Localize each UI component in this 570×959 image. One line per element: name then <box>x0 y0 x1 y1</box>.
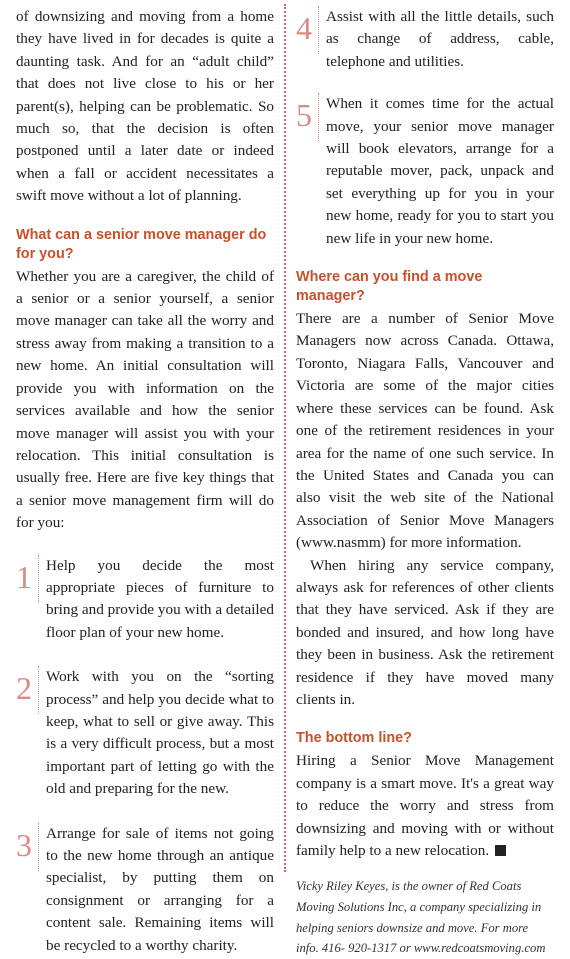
item-numeral: 1 <box>16 558 32 595</box>
end-mark-icon <box>495 845 506 856</box>
numeral-arc <box>318 93 327 141</box>
item-text: Work with you on the “sorting process” and help you decide what to keep, what to sell or give away. This is a very difficult process, but a most important part of letting go with the old and preparing for the new. <box>46 668 274 798</box>
section-heading: The bottom line? <box>296 730 412 747</box>
body-paragraph: When hiring any service company, always ask for references of other clients that they have serviced. Ask if they are bonded and insured, and how long have they been in business. Ask the retirement residence if they have moved many clients in. <box>296 556 554 708</box>
numeral-arc <box>38 823 47 871</box>
numbered-item <box>16 666 274 800</box>
left-column <box>16 0 274 957</box>
author-bio: Vicky Riley Keyes, is the owner of Red Coats Moving Solutions Inc, a company specializing in helping seniors downsize and move. For more info. 416- 920-1317 or www.redcoatsmoving.com <box>296 879 546 956</box>
item-numeral: 5 <box>296 97 312 134</box>
body-paragraph: Whether you are a caregiver, the child of a senior or a senior yourself, a senior move manager can take all the worry and stress away from making a transition to a new home. An initial consultation will provide you with information on the services available and how the senior move manager will assist you with your relocation. This initial consultation is usually free. Here are five key things that a senior move management firm will do for you: <box>16 267 274 532</box>
bottom-line-text: Hiring a Senior Move Management company is a smart move. It's a great way to reduce the worry and stress from downsizing and moving with or without family help to a new relocation. <box>296 752 554 859</box>
numeral-arc <box>38 666 47 714</box>
numeral-arc <box>318 6 327 54</box>
numbered-item <box>16 823 274 957</box>
intro-paragraph: of downsizing and moving from a home they have lived in for decades is quite a daunting task. And for an “adult child” that does not live close to his or her parent(s), helping can be problematic. So much so, that the decision is often postponed until a later date or indeed when a fall or accident necessitates a swift move without a lot of planning. <box>16 8 274 205</box>
numeral-arc <box>38 555 47 603</box>
item-text: Arrange for sale of items not going to the new home through an antique specialist, by putting them on consignment or arranging for a content sale. Remaining items will be recycled to a worthy charity. <box>46 824 274 954</box>
numbered-item <box>296 93 554 250</box>
section-heading: What can a senior move manager do for you? <box>16 226 267 262</box>
item-text: Help you decide the most appropriate pieces of furniture to bring and provide you with a detailed floor plan of your new home. <box>46 556 274 641</box>
body-paragraph <box>296 750 554 862</box>
numbered-item <box>16 555 274 645</box>
item-numeral: 4 <box>296 10 312 46</box>
item-numeral: 3 <box>16 826 32 863</box>
body-paragraph: There are a number of Senior Move Managers now across Canada. Ottawa, Toronto, Niagara Falls, Vancouver and Victoria are some of the major cities where these services can be found. Ask one of the retirement residences in your area for the name of one such service. In the United States and Canada you can also visit the web site of the National Association of Senior Move Managers (www.nasmm) for more information. <box>296 310 554 552</box>
item-numeral: 2 <box>16 670 32 707</box>
right-column <box>296 0 554 959</box>
numbered-item <box>296 6 554 73</box>
item-text: When it comes time for the actual move, your senior move manager will book elevators, arrange for a reputable mover, pack, unpack and set everything up for you in your new home, ready for you to start you new life in your new home. <box>326 95 554 247</box>
item-text: Assist with all the little details, such as change of address, cable, telephone and utilities. <box>326 8 554 70</box>
column-divider <box>284 4 286 872</box>
section-heading: Where can you find a move manager? <box>296 269 483 305</box>
